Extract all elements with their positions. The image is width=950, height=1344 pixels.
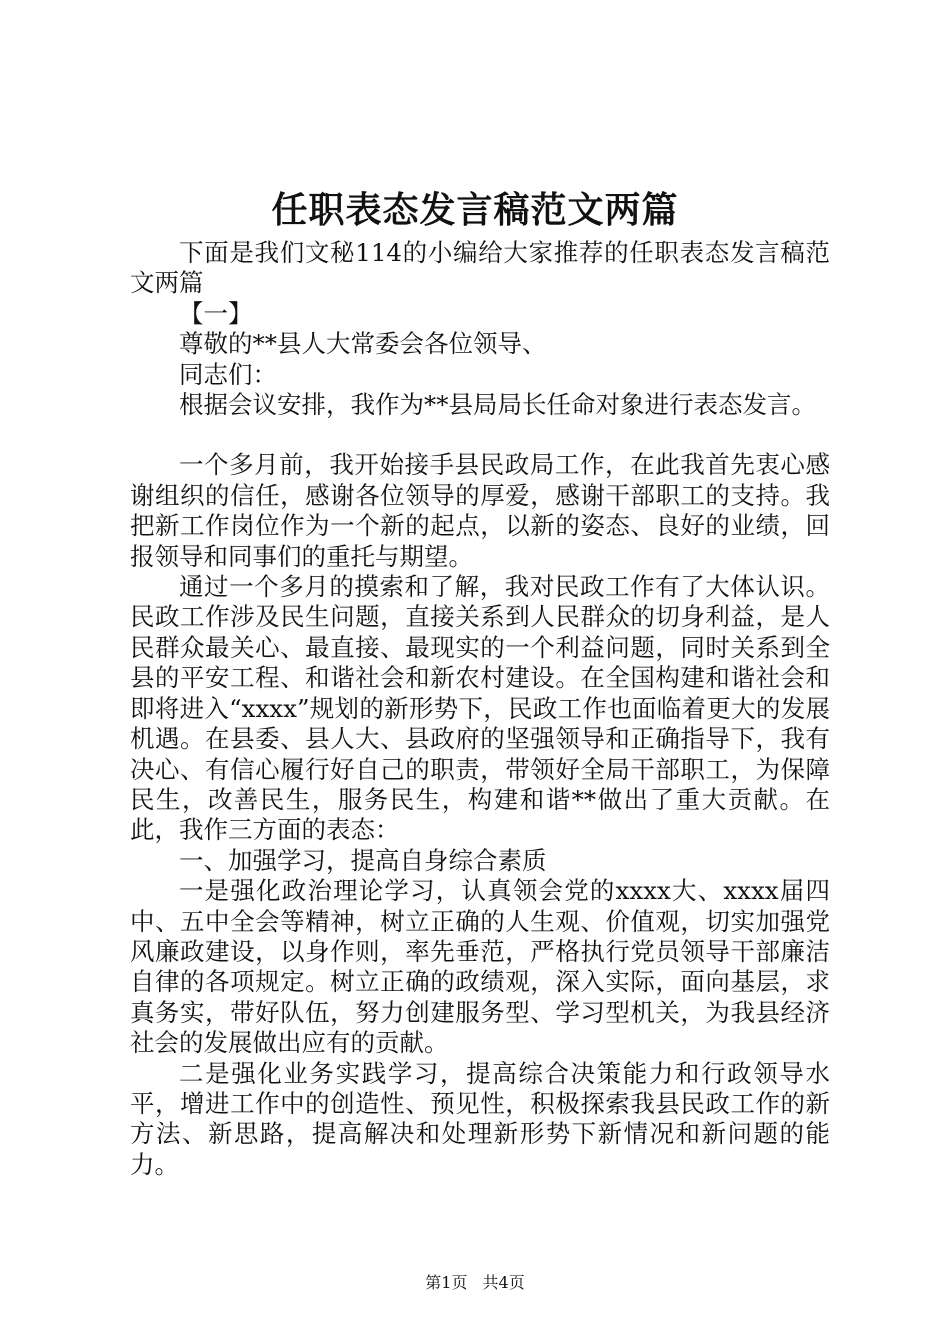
page-number: 第1页: [425, 1273, 468, 1292]
body-paragraph: 一是强化政治理论学习，认真领会党的xxxx大、xxxx届四中、五中全会等精神，树立正确的人生观、价值观，切实加强党风廉政建设，以身作则，率先垂范，严格执行党员领导干部廉洁自律的各项规定。树立正确的政绩观，深入实际，面向基层，求真务实，带好队伍，努力创建服务型、学习型机关，为我县经济社会的发展做出应有的贡献。: [130, 876, 830, 1058]
body-paragraph: 二是强化业务实践学习，提高综合决策能力和行政领导水平，增进工作中的创造性、预见性，积极探索我县民政工作的新方法、新思路，提高解决和处理新形势下新情况和新问题的能力。: [130, 1058, 830, 1179]
page-footer: [0, 1272, 950, 1294]
salutation-line: 尊敬的**县人大常委会各位领导、: [179, 329, 547, 359]
page-total: 共4页: [482, 1273, 525, 1292]
salutation-line: 同志们：: [179, 359, 277, 389]
section-heading: 一、加强学习，提高自身综合素质: [179, 845, 547, 875]
body-paragraph: 一个多月前，我开始接手县民政局工作，在此我首先衷心感谢组织的信任，感谢各位领导的厚爱，感谢干部职工的支持。我把新工作岗位作为一个新的起点，以新的姿态、良好的业绩，回报领导和同事们的重托与期望。: [130, 450, 830, 571]
section-marker: 【一】: [179, 298, 253, 328]
document-title: 任职表态发言稿范文两篇: [271, 189, 679, 231]
intro-paragraph: 下面是我们文秘114的小编给大家推荐的任职表态发言稿范文两篇: [130, 238, 830, 298]
document-body: [130, 238, 830, 1180]
body-paragraph: 通过一个多月的摸索和了解，我对民政工作有了大体认识。民政工作涉及民生问题，直接关系到人民群众的切身利益，是人民群众最关心、最直接、最现实的一个利益问题，同时关系到全县的平安工程、和谐社会和新农村建设。在全国构建和谐社会和即将进入“xxxx”规划的新形势下，民政工作也面临着更大的发展机遇。在县委、县人大、县政府的坚强领导和正确指导下，我有决心、有信心履行好自己的职责，带领好全局干部职工，为保障民生，改善民生，服务民生，构建和谐**做出了重大贡献。在此，我作三方面的表态：: [130, 572, 830, 845]
body-paragraph: 根据会议安排，我作为**县局局长任命对象进行表态发言。: [179, 390, 816, 420]
